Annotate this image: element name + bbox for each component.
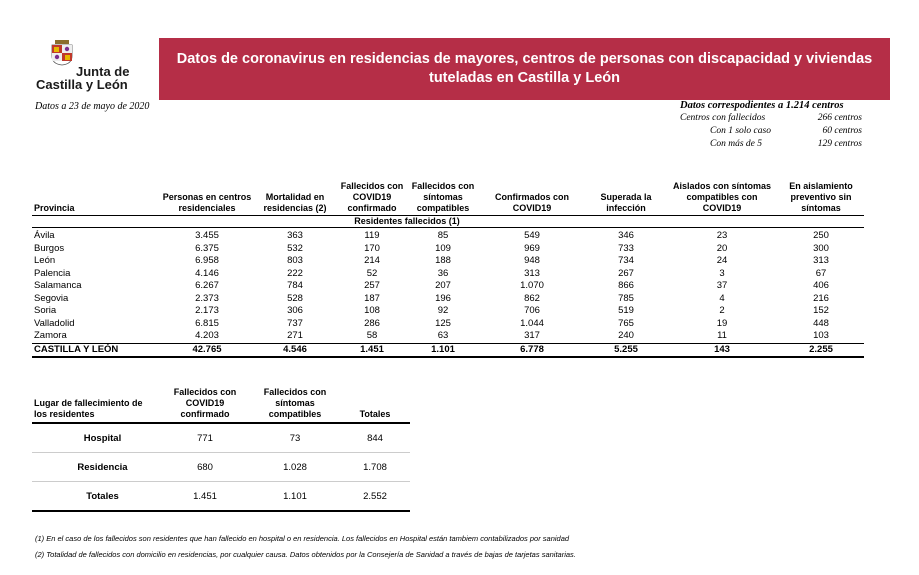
table-cell: 680 — [160, 453, 250, 482]
place-name: Hospital — [32, 423, 160, 453]
col-header-personas: Personas en centros residenciales — [160, 174, 254, 216]
province-name: Zamora — [34, 330, 67, 342]
total-row — [32, 343, 864, 357]
col-header-aislamiento: En aislamiento preventivo sin síntomas — [778, 174, 864, 216]
table-row — [32, 482, 410, 512]
table-row — [32, 305, 864, 318]
table-cell: 784 — [287, 280, 303, 292]
table-cell: 532 — [287, 242, 303, 254]
table-cell: 152 — [813, 305, 829, 317]
table-row — [32, 268, 864, 281]
place-name: Totales — [32, 482, 160, 512]
col-header-lugar: Lugar de fallecimiento de los residentes — [32, 384, 160, 423]
table-cell: 63 — [437, 330, 449, 342]
table-cell: 1.028 — [250, 453, 340, 482]
table-cell: 1.451 — [160, 482, 250, 512]
total-cell: 1.451 — [336, 343, 408, 357]
total-cell: 6.778 — [478, 343, 586, 357]
table-cell: 214 — [364, 255, 380, 267]
table-cell: 803 — [287, 255, 303, 267]
table-row — [32, 280, 864, 293]
table-cell: 257 — [364, 280, 380, 292]
table-cell: 448 — [813, 317, 829, 329]
table-cell: 519 — [618, 305, 634, 317]
table-cell: 2.373 — [195, 292, 219, 304]
table-cell: 733 — [618, 242, 634, 254]
province-table — [32, 174, 864, 358]
col-header-confirmado: Fallecidos con COVID19 confirmado — [160, 384, 250, 423]
col-header-provincia: Provincia — [32, 174, 160, 216]
table-cell: 528 — [287, 292, 303, 304]
table-cell: 207 — [435, 280, 451, 292]
table-cell: 6.958 — [195, 255, 219, 267]
table-cell: 765 — [618, 317, 634, 329]
province-name: Salamanca — [34, 280, 82, 292]
table-cell: 948 — [524, 255, 540, 267]
table-cell: 734 — [618, 255, 634, 267]
place-of-death-table — [32, 384, 410, 512]
total-cell: 1.101 — [408, 343, 478, 357]
subheader-residentes-fallecidos: Residentes fallecidos (1) — [336, 216, 478, 228]
table-cell: 170 — [364, 242, 380, 254]
table-cell: 19 — [716, 317, 728, 329]
col-header-sintomas: Fallecidos con síntomas compatibles — [250, 384, 340, 423]
table-cell: 24 — [716, 255, 728, 267]
table-cell: 103 — [813, 330, 829, 342]
summary-row — [676, 126, 876, 139]
table-cell: 1.070 — [520, 280, 544, 292]
table-cell: 109 — [435, 242, 451, 254]
table-cell: 240 — [618, 330, 634, 342]
province-name: Ávila — [34, 230, 55, 242]
footnote-2: (2) Totalidad de fallecidos con domicilio en residencias, por cualquier causa. Datos obtenidos por la Consejería de Sanidad a través de bajas de tarjetas sanitarias. — [35, 550, 576, 559]
table-cell: 2 — [719, 305, 725, 317]
total-cell: 4.546 — [254, 343, 336, 357]
logo — [36, 40, 146, 96]
table-cell: 363 — [287, 230, 303, 242]
table-cell: 3 — [719, 267, 725, 279]
table-cell: 271 — [287, 330, 303, 342]
footnote-1: (1) En el caso de los fallecidos son residentes que han fallecido en hospital o en residencia. Los fallecidos en Hospital están tambiem contabilizados por sanidad — [35, 534, 570, 543]
province-name: Burgos — [34, 242, 65, 254]
total-cell: 2.255 — [778, 343, 864, 357]
table-cell: 23 — [716, 230, 728, 242]
table-cell: 6.375 — [195, 242, 219, 254]
table-cell: 549 — [524, 230, 540, 242]
title-banner — [159, 38, 890, 100]
table-row — [32, 293, 864, 306]
table-row — [32, 318, 864, 331]
col-header-mortalidad: Mortalidad en residencias (2) — [254, 174, 336, 216]
col-header-confirmados: Confirmados con COVID19 — [478, 174, 586, 216]
coat-of-arms-icon — [50, 40, 74, 66]
total-cell: 42.765 — [160, 343, 254, 357]
logo-text-line1: Junta de — [76, 64, 130, 79]
summary-label: Con 1 solo caso — [710, 126, 771, 136]
table-cell: 969 — [524, 242, 540, 254]
total-cell: 143 — [666, 343, 778, 357]
table-cell: 406 — [813, 280, 829, 292]
table-cell: 85 — [437, 230, 449, 242]
table-cell: 52 — [366, 267, 378, 279]
table-cell: 286 — [364, 317, 380, 329]
table-cell: 771 — [160, 423, 250, 453]
table-cell: 67 — [815, 267, 827, 279]
col-header-aislados: Aislados con síntomas compatibles con COVID19 — [666, 174, 778, 216]
page-title: Datos de coronavirus en residencias de mayores, centros de personas con discapacidad y viviendas tuteladas en Castilla y León — [176, 51, 873, 86]
table-row — [32, 423, 410, 453]
table-cell: 3.455 — [195, 230, 219, 242]
table-row — [32, 453, 410, 482]
table-cell: 346 — [618, 230, 634, 242]
report-date: Datos a 23 de mayo de 2020 — [35, 101, 150, 112]
table-cell: 188 — [435, 255, 451, 267]
summary-value: 60 centros — [822, 126, 862, 136]
summary-row — [676, 113, 876, 126]
table-cell: 216 — [813, 292, 829, 304]
table-cell: 306 — [287, 305, 303, 317]
table-cell: 862 — [524, 292, 540, 304]
table-cell: 4.146 — [195, 267, 219, 279]
table-cell: 73 — [250, 423, 340, 453]
table-cell: 300 — [813, 242, 829, 254]
total-cell: 5.255 — [586, 343, 666, 357]
total-label: CASTILLA Y LEÓN — [32, 343, 160, 357]
centers-summary — [676, 100, 876, 152]
table-cell: 4.203 — [195, 330, 219, 342]
table-cell: 1.101 — [250, 482, 340, 512]
summary-label: Con más de 5 — [710, 139, 762, 149]
table-row — [32, 255, 864, 268]
province-name: Segovia — [34, 292, 69, 304]
table-cell: 11 — [717, 330, 727, 342]
col-header-fallecidos-sintomas: Fallecidos con síntomas compatibles — [408, 174, 478, 216]
table-cell: 58 — [366, 330, 378, 342]
table-cell: 108 — [364, 305, 380, 317]
province-name: Valladolid — [34, 317, 75, 329]
table-cell: 866 — [618, 280, 634, 292]
table-cell: 313 — [813, 255, 829, 267]
logo-text-line2: Castilla y León — [36, 77, 128, 92]
table-cell: 187 — [364, 292, 380, 304]
summary-heading: Datos correspodientes a 1.214 centros — [680, 100, 844, 111]
table-cell: 125 — [435, 317, 451, 329]
summary-label: Centros con fallecidos — [680, 113, 766, 123]
summary-row — [676, 139, 876, 152]
table-cell: 706 — [524, 305, 540, 317]
table-cell: 196 — [435, 292, 451, 304]
province-name: León — [34, 255, 56, 267]
table-cell: 267 — [618, 267, 634, 279]
table-cell: 36 — [437, 267, 449, 279]
summary-value: 266 centros — [817, 113, 862, 123]
table-cell: 1.044 — [520, 317, 544, 329]
table-cell: 119 — [364, 230, 380, 242]
table-row — [32, 228, 864, 243]
table-cell: 250 — [813, 230, 829, 242]
table-cell: 20 — [716, 242, 728, 254]
table-cell: 92 — [437, 305, 449, 317]
table-row — [32, 243, 864, 256]
table-cell: 6.815 — [195, 317, 219, 329]
table-cell: 313 — [524, 267, 540, 279]
table-cell: 785 — [618, 292, 634, 304]
place-name: Residencia — [32, 453, 160, 482]
table-cell: 2.552 — [340, 482, 410, 512]
col-header-totales: Totales — [340, 384, 410, 423]
table-row — [32, 330, 864, 343]
table-cell: 844 — [340, 423, 410, 453]
table-cell: 1.708 — [340, 453, 410, 482]
table-cell: 317 — [524, 330, 540, 342]
table-cell: 6.267 — [195, 280, 219, 292]
col-header-fallecidos-confirmado: Fallecidos con COVID19 confirmado — [336, 174, 408, 216]
table-cell: 2.173 — [195, 305, 219, 317]
summary-value: 129 centros — [817, 139, 862, 149]
province-name: Palencia — [34, 267, 71, 279]
col-header-superada: Superada la infección — [586, 174, 666, 216]
table-cell: 37 — [716, 280, 728, 292]
table-cell: 222 — [287, 267, 303, 279]
table-cell: 4 — [719, 292, 725, 304]
province-name: Soria — [34, 305, 57, 317]
table-cell: 737 — [287, 317, 303, 329]
